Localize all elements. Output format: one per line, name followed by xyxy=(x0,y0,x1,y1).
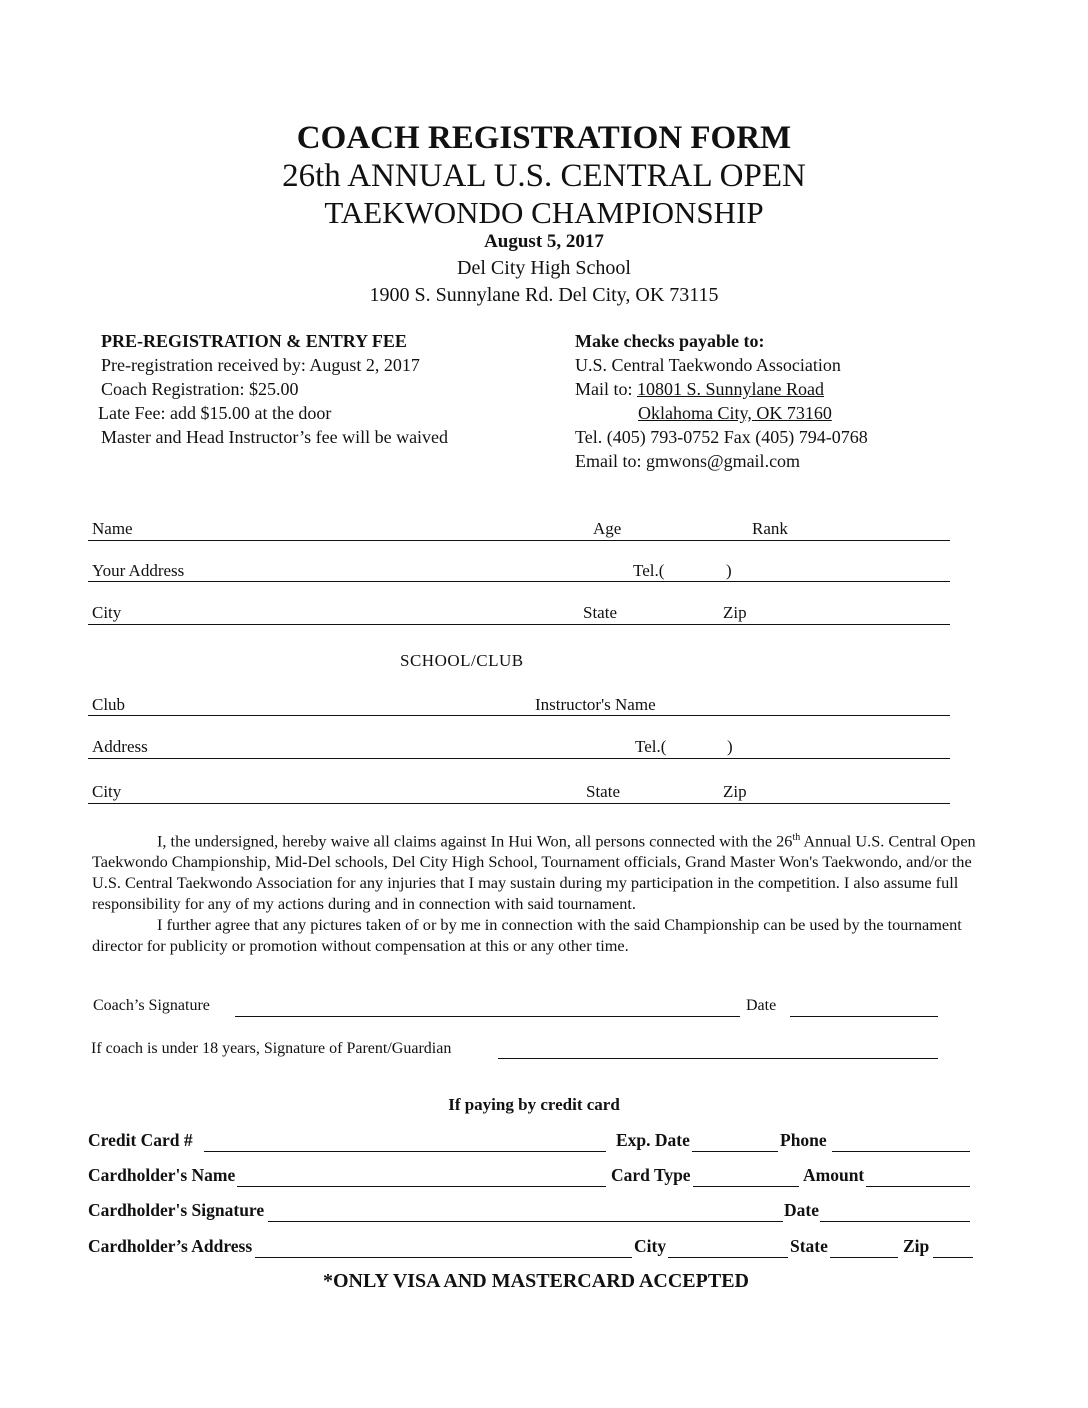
signature-date-label: Date xyxy=(746,997,777,1014)
club-instructor-line[interactable] xyxy=(88,715,950,716)
club-zip-label: Zip xyxy=(723,782,747,801)
card-type-label: Card Type xyxy=(611,1165,691,1185)
prereg-deadline: Pre-registration received by: August 2, 2017 xyxy=(101,355,420,375)
signature-date-line[interactable] xyxy=(790,1016,938,1017)
state-label: State xyxy=(583,603,617,622)
event-subtitle-2: TAEKWONDO CHAMPIONSHIP xyxy=(324,195,764,230)
cardholder-address-label: Cardholder’s Address xyxy=(88,1236,253,1256)
club-state-label: State xyxy=(586,782,620,801)
fees-heading: PRE-REGISTRATION & ENTRY FEE xyxy=(101,331,407,351)
card-date-label: Date xyxy=(784,1200,819,1220)
card-type-line[interactable] xyxy=(693,1186,799,1187)
fee-waiver-note: Master and Head Instructor’s fee will be waived xyxy=(101,427,449,447)
cardholder-name-line[interactable] xyxy=(237,1186,606,1187)
amount-line[interactable] xyxy=(866,1186,970,1187)
club-tel-close: ) xyxy=(727,737,733,756)
club-city-state-zip-line[interactable] xyxy=(88,803,950,804)
card-date-line[interactable] xyxy=(820,1221,970,1222)
club-tel-label: Tel.( xyxy=(635,737,667,756)
event-subtitle: 26th ANNUAL U.S. CENTRAL OPEN xyxy=(282,158,806,194)
city-label: City xyxy=(92,603,122,622)
amount-label: Amount xyxy=(803,1165,865,1185)
payee: U.S. Central Taekwondo Association xyxy=(575,355,841,375)
event-venue: Del City High School xyxy=(457,257,631,279)
name-label: Name xyxy=(92,519,133,538)
mail-street: 10801 S. Sunnylane Road xyxy=(637,379,824,399)
exp-date-label: Exp. Date xyxy=(616,1130,690,1150)
card-number-line[interactable] xyxy=(204,1151,606,1152)
guardian-signature-label: If coach is under 18 years, Signature of Parent/Guardian xyxy=(91,1040,452,1057)
card-state-label: State xyxy=(790,1236,828,1256)
waiver-paragraph-1: I, the undersigned, hereby waive all claims against In Hui Won, all persons connected with the 26th Annual U.S. Central Open Taekwondo Championship, Mid-Del schools, Del City High School, Tournament officials, Grand Master Won's Taekwondo, and/or the U.S. Central Taekwondo Association for any injuries that I may sustain during my participation in the competition. I also assume full responsibility for any of my actions during and in connection with said tournament. xyxy=(92,831,976,914)
cardholder-address-line[interactable] xyxy=(255,1257,632,1258)
guardian-signature-line[interactable] xyxy=(498,1058,938,1059)
payment-heading: Make checks payable to: xyxy=(575,331,765,351)
cardholder-name-label: Cardholder's Name xyxy=(88,1165,236,1185)
zip-label: Zip xyxy=(723,603,747,622)
late-fee: Late Fee: add $15.00 at the door xyxy=(98,403,332,423)
tel-close: ) xyxy=(726,561,732,580)
mail-address xyxy=(575,377,824,401)
name-age-rank-line[interactable] xyxy=(88,540,950,541)
liability-waiver xyxy=(92,827,978,956)
card-zip-label: Zip xyxy=(903,1236,930,1256)
age-label: Age xyxy=(593,519,622,538)
waiver-paragraph-2: I further agree that any pictures taken of or by me in connection with the said Championship can be used by the tournament director for publicity or promotion without compensation at this or any other time. xyxy=(92,915,962,956)
club-city-label: City xyxy=(92,782,122,801)
coach-signature-line[interactable] xyxy=(235,1016,740,1017)
address-label: Your Address xyxy=(92,561,185,580)
phone-label: Phone xyxy=(780,1130,827,1150)
card-zip-line[interactable] xyxy=(933,1257,973,1258)
rank-label: Rank xyxy=(752,519,788,538)
tel-label: Tel.( xyxy=(633,561,665,580)
card-number-label: Credit Card # xyxy=(88,1130,193,1150)
club-address-tel-line[interactable] xyxy=(88,758,950,759)
exp-date-line[interactable] xyxy=(692,1151,778,1152)
city-state-zip-line[interactable] xyxy=(88,624,950,625)
mail-city: Oklahoma City, OK 73160 xyxy=(638,403,832,423)
coach-fee: Coach Registration: $25.00 xyxy=(101,379,299,399)
instructor-label: Instructor's Name xyxy=(535,695,656,714)
cardholder-signature-line[interactable] xyxy=(268,1221,783,1222)
card-state-line[interactable] xyxy=(830,1257,898,1258)
phone-line[interactable] xyxy=(832,1151,970,1152)
event-date: August 5, 2017 xyxy=(484,231,604,252)
accepted-cards-note: *ONLY VISA AND MASTERCARD ACCEPTED xyxy=(322,1270,749,1292)
card-city-line[interactable] xyxy=(668,1257,788,1258)
contact-email: Email to: gmwons@gmail.com xyxy=(575,451,801,471)
club-label: Club xyxy=(92,695,126,714)
card-city-label: City xyxy=(634,1236,667,1256)
form-title: COACH REGISTRATION FORM xyxy=(296,120,792,156)
cardholder-signature-label: Cardholder's Signature xyxy=(88,1200,265,1220)
address-tel-line[interactable] xyxy=(88,581,950,582)
event-address: 1900 S. Sunnylane Rd. Del City, OK 73115 xyxy=(369,284,719,306)
club-address-label: Address xyxy=(92,737,148,756)
school-club-heading: SCHOOL/CLUB xyxy=(400,651,524,670)
mail-label: Mail to: xyxy=(575,379,637,399)
phone-fax: Tel. (405) 793-0752 Fax (405) 794-0768 xyxy=(575,427,868,447)
coach-signature-label: Coach’s Signature xyxy=(93,997,210,1014)
credit-card-heading: If paying by credit card xyxy=(448,1095,620,1114)
